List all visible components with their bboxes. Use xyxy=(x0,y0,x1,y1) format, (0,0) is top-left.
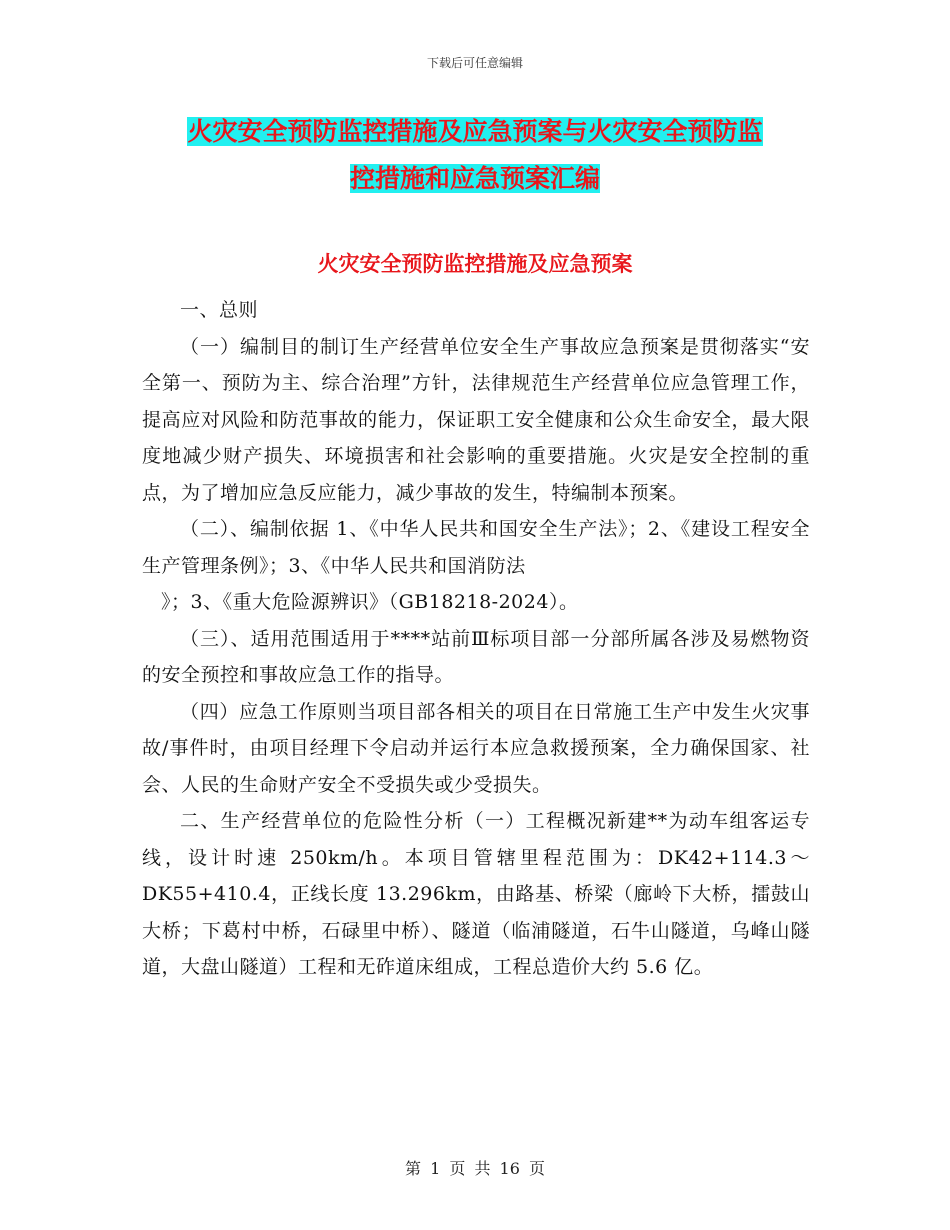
paragraph-principles: （四）应急工作原则当项目部各相关的项目在日常施工生产中发生火灾事故/事件时，由项目经理下令启动并运行本应急救援预案，全力确保国家、社会、人民的生命财产安全不受损失或少受损失。 xyxy=(142,700,810,796)
paragraph-general: 一、总则 xyxy=(180,299,259,321)
document-title-line-1: 火灾安全预防监控措施及应急预案与火灾安全预防监 xyxy=(187,117,763,146)
section-title: 火灾安全预防监控措施及应急预案 xyxy=(317,251,633,276)
document-title-line-2: 控措施和应急预案汇编 xyxy=(349,164,600,193)
paragraph-hazard-analysis: 二、生产经营单位的危险性分析（一）工程概况新建**为动车组客运专线，设计时速 250km/h。本项目管辖里程范围为：DK42+114.3～DK55+410.4，正线长度 13.296km，由路基、桥梁（廊岭下大桥，擂鼓山大桥；下葛村中桥，石碌里中桥）、隧道（临浦隧道，石牛山隧道，乌峰山隧道，大盘山隧道）工程和无砟道床组成，工程总造价大约 5.6 亿。 xyxy=(142,810,810,978)
paragraph-scope: （三）、适用范围适用于****站前Ⅲ标项目部一分部所属各涉及易燃物资的安全预控和事故应急工作的指导。 xyxy=(142,627,810,686)
document-body xyxy=(142,292,810,986)
paragraph-purpose: （一）编制目的制订生产经营单位安全生产事故应急预案是贯彻落实“安全第一、预防为主、综合治理”方针，法律规范生产经营单位应急管理工作，提高应对风险和防范事故的能力，保证职工安全健康和公众生命安全，最大限度地减少财产损失、环境损害和社会影响的重要措施。火灾是安全控制的重点，为了增加应急反应能力，减少事故的发生，特编制本预案。 xyxy=(142,335,810,504)
header-note: 下载后可任意编辑 xyxy=(426,56,523,70)
paragraph-basis-continued: 》；3、《重大危险源辨识》（GB18218-2024）。 xyxy=(161,591,579,613)
page-footer: 第 1 页 共 16 页 xyxy=(405,1159,545,1178)
document-title xyxy=(140,108,810,202)
paragraph-basis: （二）、编制依据 1、《中华人民共和国安全生产法》；2、《建设工程安全生产管理条例》；3、《中华人民共和国消防法 xyxy=(142,518,810,577)
